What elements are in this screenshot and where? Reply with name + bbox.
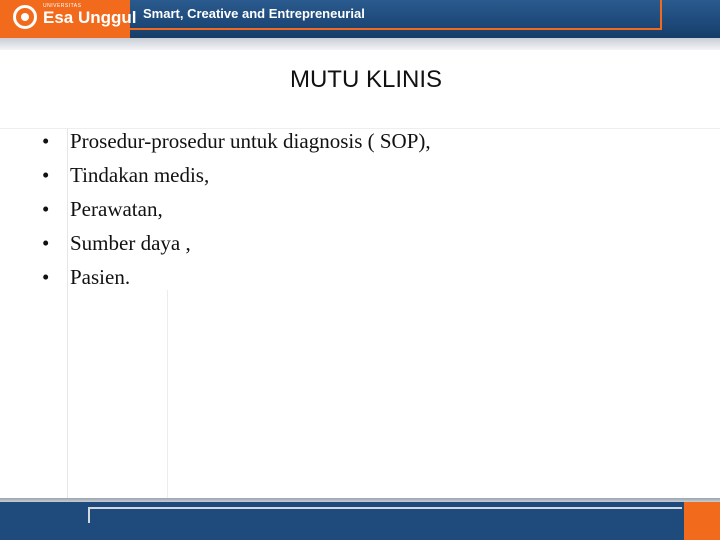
- bullet-dot-icon: •: [42, 265, 50, 289]
- bullet-dot-icon: •: [42, 163, 50, 187]
- logo-emblem-icon: [13, 5, 37, 29]
- header-shadow: [0, 38, 720, 50]
- footer-orange-block: [684, 502, 720, 540]
- bullet-item: [42, 263, 431, 297]
- bullet-text: Tindakan medis,: [70, 163, 210, 187]
- bullet-item: [42, 161, 431, 195]
- bullet-item: [42, 127, 431, 161]
- bullet-dot-icon: •: [42, 129, 50, 153]
- bullet-list: [42, 127, 431, 297]
- slide-title: MUTU KLINIS: [289, 66, 442, 93]
- footer-accent-line: [88, 507, 682, 523]
- bullet-text: Pasien.: [70, 265, 131, 289]
- logo-subtext: UNIVERSITAS: [43, 3, 82, 9]
- bullet-text: Sumber daya ,: [70, 231, 191, 255]
- bullet-item: [42, 195, 431, 229]
- bullet-text: Perawatan,: [70, 197, 163, 221]
- header-bar: [0, 0, 720, 38]
- header-tagline: Smart, Creative and Entrepreneurial: [143, 6, 365, 21]
- bullet-item: [42, 229, 431, 263]
- university-logo: [0, 0, 137, 38]
- bullet-dot-icon: •: [42, 197, 50, 221]
- logo-text: Esa Unggul: [43, 8, 137, 27]
- bullet-dot-icon: •: [42, 231, 50, 255]
- frame-line-vertical-right: [167, 290, 168, 498]
- bullet-text: Prosedur-prosedur untuk diagnosis ( SOP),: [70, 129, 431, 153]
